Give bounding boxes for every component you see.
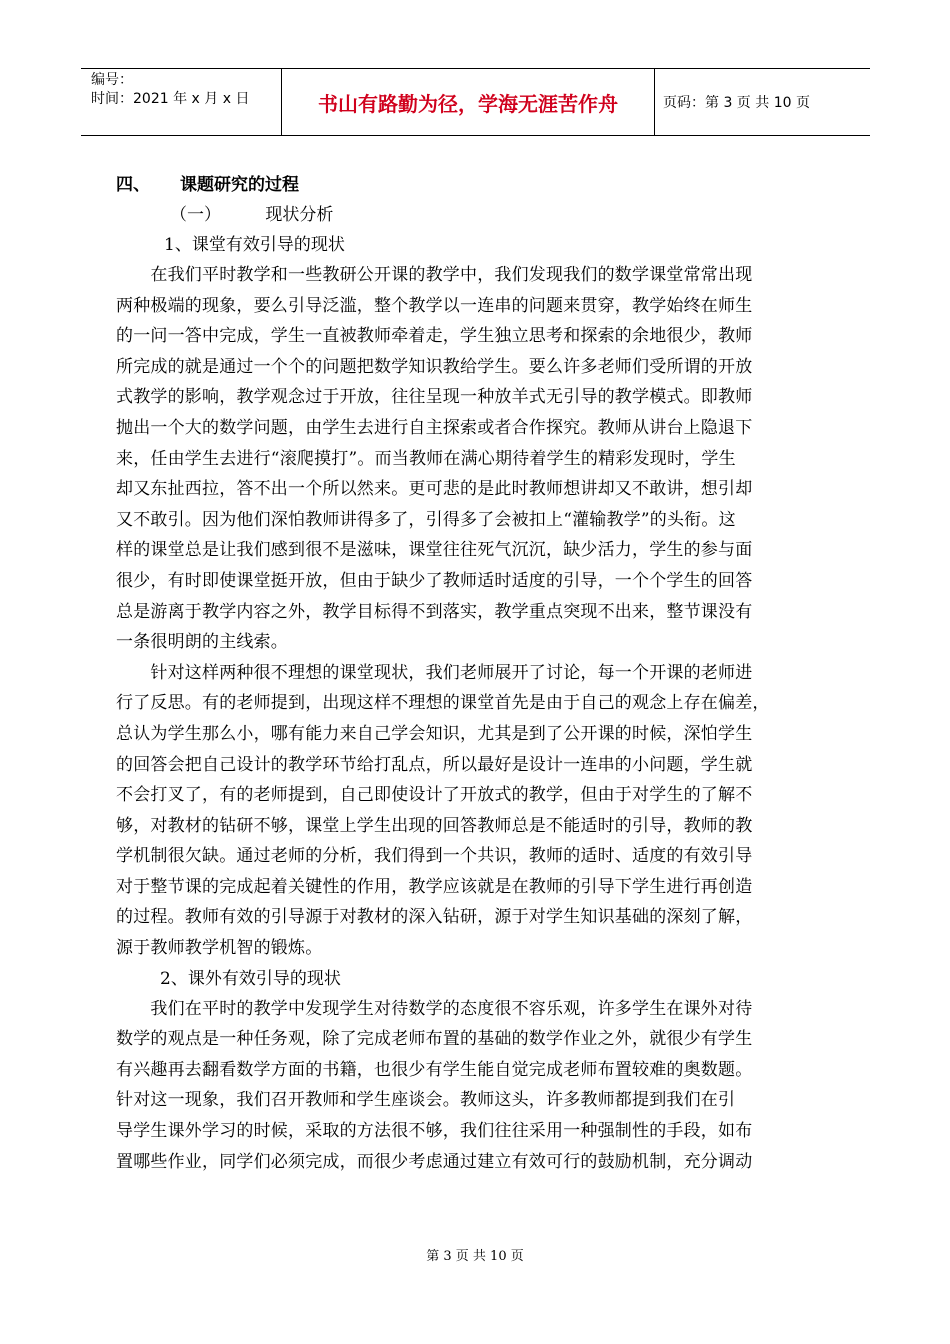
subsection-title: 现状分析	[265, 205, 334, 225]
text-line: 针对这一现象，我们召开教师和学生座谈会。教师这头，许多教师都提到我们在引	[116, 1090, 736, 1111]
text-line: 却又东扯西拉，答不出一个所以然来。更可悲的是此时教师想讲却又不敢讲，想引却	[116, 479, 753, 500]
document-header	[81, 68, 870, 136]
text-line: 的一问一答中完成，学生一直被教师牵着走，学生独立思考和探索的余地很少，教师	[116, 326, 753, 347]
section-number: 四、	[116, 175, 150, 195]
text-line: 的回答会把自己设计的教学环节给打乱点，所以最好是设计一连串的小问题，学生就	[116, 754, 753, 775]
section-heading	[116, 170, 828, 200]
subsection-number: （一）	[170, 205, 221, 225]
text-line: 数学的观点是一种任务观，除了完成老师布置的基础的数学作业之外，就很少有学生	[116, 1029, 753, 1050]
text-line: 所完成的就是通过一个个的问题把数学知识教给学生。要么许多老师们受所谓的开放	[116, 356, 753, 377]
text-line: 总是游离于教学内容之外，教学目标得不到落实，教学重点突现不出来，整节课没有	[116, 601, 753, 622]
text-line: 有兴趣再去翻看数学方面的书籍，也很少有学生能自觉完成老师布置较难的奥数题。	[116, 1059, 753, 1080]
text-line: 源于教师教学机智的锻炼。	[116, 938, 323, 959]
time-label: 时间：2021 年 x 月 x 日	[91, 91, 250, 107]
section-title: 课题研究的过程	[180, 175, 299, 195]
text-line: 学机制很欠缺。通过老师的分析，我们得到一个共识，教师的适时、适度的有效引导	[116, 846, 753, 867]
header-meta	[81, 69, 282, 135]
text-line: 来，任由学生去进行“滚爬摸打”。而当教师在满心期待着学生的精彩发现时，学生	[116, 448, 736, 469]
text-line: 我们在平时的教学中发现学生对待数学的态度很不容乐观，许多学生在课外对待	[116, 998, 753, 1019]
text-line: 又不敢引。因为他们深怕教师讲得多了，引得多了会被扣上“灌输教学”的头衔。这	[116, 509, 736, 530]
text-line: 样的课堂总是让我们感到很不是滋味，课堂往往死气沉沉，缺少活力，学生的参与面	[116, 540, 753, 561]
subsection-heading	[116, 200, 828, 230]
header-page-label: 页码：第 3 页 共 10 页	[663, 95, 810, 111]
text-line: 两种极端的现象，要么引导泛滥，整个教学以一连串的问题来贯穿，教学始终在师生	[116, 295, 753, 316]
text-line: 一条很明朗的主线索。	[116, 632, 288, 653]
text-line: 在我们平时教学和一些教研公开课的教学中，我们发现我们的数学课堂常常出现	[116, 265, 753, 285]
paragraph-1	[116, 260, 828, 658]
text-line: 总认为学生那么小，哪有能力来自己学会知识，尤其是到了公开课的时候，深怕学生	[116, 723, 753, 744]
text-line: 抛出一个大的数学问题，由学生去进行自主探索或者合作探究。教师从讲台上隐退下	[116, 417, 753, 438]
text-line: 针对这样两种很不理想的课堂现状，我们老师展开了讨论，每一个开课的老师进	[116, 662, 753, 683]
text-line: 行了反思。有的老师提到，出现这样不理想的课堂首先是由于自己的观念上存在偏差，	[116, 693, 770, 714]
header-motto: 书山有路勤为径，学海无涯苦作舟	[282, 69, 655, 135]
text-line: 不会打叉了，有的老师提到，自己即使设计了开放式的教学，但由于对学生的了解不	[116, 785, 753, 806]
text-line: 导学生课外学习的时候，采取的方法很不够，我们往往采用一种强制性的手段，如布	[116, 1121, 753, 1142]
text-line: 对于整节课的完成起着关键性的作用，教学应该就是在教师的引导下学生进行再创造	[116, 876, 753, 897]
page-footer: 第 3 页 共 10 页	[426, 1249, 524, 1264]
text-line: 的过程。教师有效的引导源于对教材的深入钻研，源于对学生知识基础的深刻了解，	[116, 907, 753, 928]
text-line: 式教学的影响，教学观念过于开放，往往呈现一种放羊式无引导的教学模式。即教师	[116, 387, 753, 408]
number-label: 编号：	[91, 72, 133, 88]
item-heading-1: 1、课堂有效引导的现状	[164, 235, 345, 255]
text-line: 置哪些作业，同学们必须完成，而很少考虑通过建立有效可行的鼓励机制，充分调动	[116, 1151, 753, 1172]
paragraph-4	[116, 1085, 828, 1177]
document-body	[116, 170, 828, 1177]
text-line: 很少，有时即使课堂挺开放，但由于缺少了教师适时适度的引导，一个个学生的回答	[116, 570, 753, 591]
item-heading-2: 2、课外有效引导的现状	[160, 968, 341, 989]
paragraph-2	[116, 658, 828, 964]
paragraph-3	[116, 994, 828, 1086]
text-line: 够，对教材的钻研不够，课堂上学生出现的回答教师总是不能适时的引导，教师的教	[116, 815, 753, 836]
